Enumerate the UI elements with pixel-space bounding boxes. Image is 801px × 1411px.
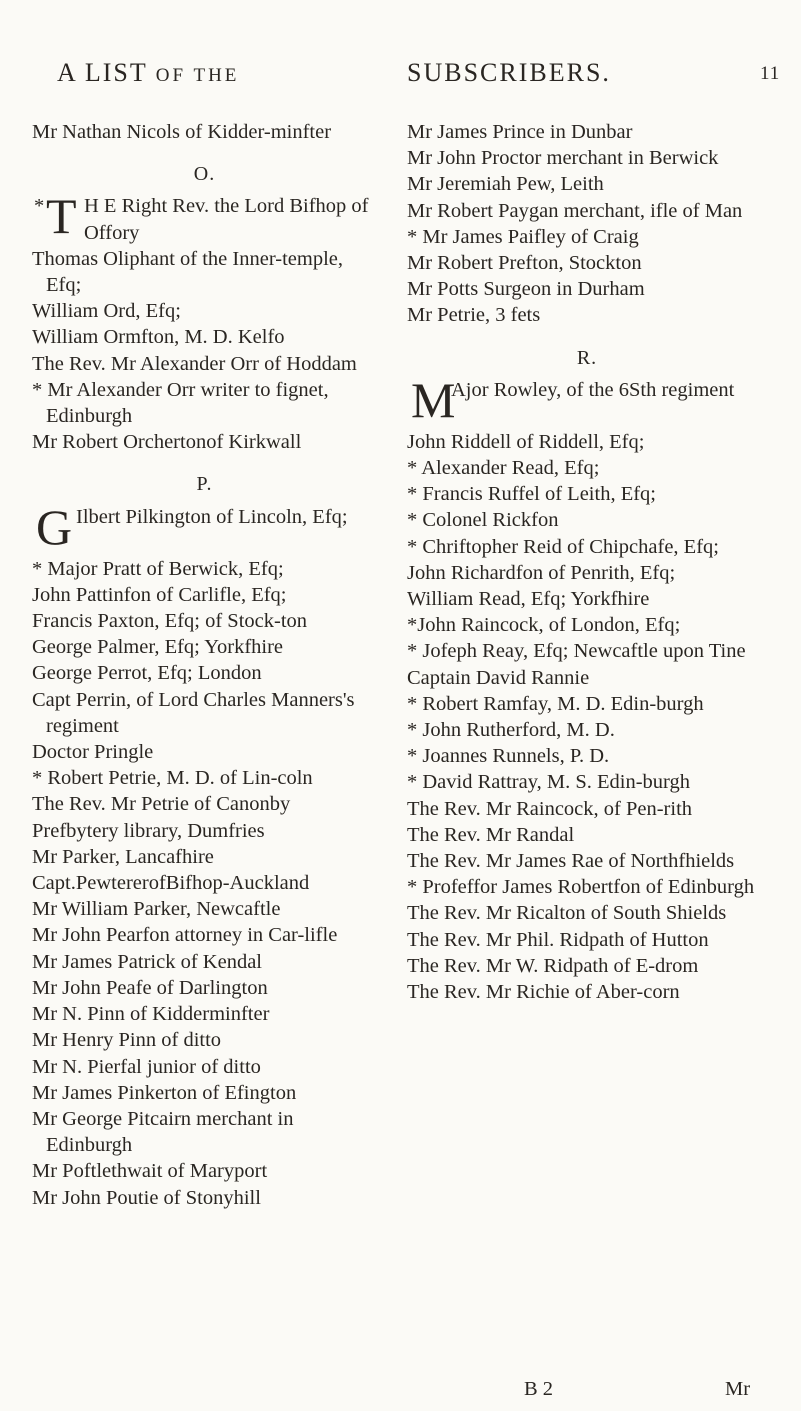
section-o-entries: [32, 246, 377, 456]
subscriber-entry: William Ormfton, M. D. Kelfo: [32, 326, 285, 349]
subscriber-entry: * Robert Petrie, M. D. of Lin-coln: [32, 767, 313, 790]
asterisk-mark: *: [34, 195, 45, 218]
subscriber-entry: * Jofeph Reay, Efq; Newcaftle upon Tine: [407, 640, 746, 663]
subscriber-entry: The Rev. Mr Randal: [407, 823, 575, 846]
lead-text-r: Ajor Rowley, of the 6Sth regiment: [451, 378, 735, 401]
subscriber-entry: Mr John Pearfon attorney in Car-lifle: [32, 924, 338, 947]
header-left: [57, 58, 239, 88]
subscriber-entry: * Mr Alexander Orr writer to fignet, Edinburgh: [32, 378, 329, 428]
lead-entry-p: [32, 498, 377, 556]
subscriber-entry: Mr Parker, Lancafhire: [32, 845, 214, 868]
section-heading-r: R.: [576, 346, 598, 369]
subscriber-entry: * Alexander Read, Efq;: [407, 457, 600, 480]
subscriber-entry: * Joannes Runnels, P. D.: [407, 745, 610, 768]
subscriber-entry: * Mr James Paifley of Craig: [407, 225, 639, 248]
lead-text-p: Ilbert Pilkington of Lincoln, Efq;: [76, 505, 348, 528]
subscriber-entry: Mr John Peafe of Darlington: [32, 976, 268, 999]
subscriber-entry: William Ord, Efq;: [32, 300, 181, 323]
subscriber-entry: Mr John Poutie of Stonyhill: [32, 1186, 261, 1209]
subscriber-entry: Mr James Patrick of Kendal: [32, 950, 262, 973]
subscriber-entry: The Rev. Mr Petrie of Canonby: [32, 793, 291, 816]
subscriber-entry: The Rev. Mr Ricalton of South Shields: [407, 902, 727, 925]
subscriber-entry: * Colonel Rickfon: [407, 509, 559, 532]
subscriber-entry: Mr N. Pierfal junior of ditto: [32, 1055, 261, 1078]
subscriber-entry: Mr George Pitcairn merchant in Edinburgh: [32, 1107, 294, 1157]
subscriber-entry: The Rev. Mr Phil. Ridpath of Hutton: [407, 928, 709, 951]
subscriber-entry: John Riddell of Riddell, Efq;: [407, 430, 645, 453]
right-top-entries: [407, 119, 767, 329]
subscriber-entry: The Rev. Mr Alexander Orr of Hoddam: [32, 352, 357, 375]
subscriber-entry: The Rev. Mr Richie of Aber-corn: [407, 981, 680, 1004]
subscriber-entry: Francis Paxton, Efq; of Stock-ton: [32, 610, 308, 633]
subscriber-entry: Capt Perrin, of Lord Charles Manners's regiment: [32, 688, 355, 737]
subscriber-entry: Mr James Pinkerton of Efington: [32, 1081, 297, 1104]
subscriber-entry: The Rev. Mr Raincock, of Pen-rith: [407, 797, 693, 820]
drop-cap-m: M: [411, 371, 456, 428]
subscriber-entry: Mr William Parker, Newcaftle: [32, 898, 281, 921]
drop-cap-t: T: [46, 188, 77, 245]
subscriber-entry: * John Rutherford, M. D.: [407, 719, 615, 742]
subscriber-entry: Mr Robert Prefton, Stockton: [407, 252, 642, 275]
subscriber-entry: George Palmer, Efq; Yorkfhire: [32, 636, 284, 659]
drop-cap-g: G: [36, 498, 73, 555]
lead-entry-r: [407, 371, 767, 429]
subscriber-entry: Mr Petrie, 3 fets: [407, 304, 541, 327]
subscriber-entry: William Read, Efq; Yorkfhire: [407, 588, 650, 611]
subscriber-entry: * David Rattray, M. S. Edin-burgh: [407, 771, 690, 794]
page-number: 11: [760, 63, 781, 84]
section-heading-o: O.: [193, 163, 216, 186]
signature-mark: B 2: [524, 1378, 554, 1400]
subscriber-entry: Mr James Prince in Dunbar: [407, 121, 633, 143]
subscriber-entry: The Rev. Mr W. Ridpath of E-drom: [407, 954, 699, 977]
subscriber-entry: Mr Potts Surgeon in Durham: [407, 278, 645, 301]
subscriber-entry: Mr Robert Paygan merchant, ifle of Man: [407, 199, 743, 222]
right-column: [407, 119, 767, 1005]
subscriber-entry: * Chriftopher Reid of Chipchafe, Efq;: [407, 535, 719, 558]
subscriber-entry: Mr Jeremiah Pew, Leith: [407, 173, 604, 196]
subscriber-entry: Capt.PewtererofBifhop-Auckland: [32, 872, 310, 895]
subscriber-entry: *John Raincock, of London, Efq;: [407, 614, 681, 637]
subscriber-entry: * Francis Ruffel of Leith, Efq;: [407, 483, 656, 506]
subscriber-entry: * Robert Ramfay, M. D. Edin-burgh: [407, 692, 704, 715]
lead-entry-o: [32, 188, 377, 245]
subscriber-entry: * Major Pratt of Berwick, Efq;: [32, 557, 284, 580]
subscriber-entry: John Pattinfon of Carlifle, Efq;: [32, 583, 287, 606]
subscriber-entry: Mr Henry Pinn of ditto: [32, 1029, 222, 1052]
subscriber-entry: Mr John Proctor merchant in Berwick: [407, 147, 719, 170]
subscriber-entry: Mr Robert Orchertonof Kirkwall: [32, 431, 302, 454]
subscriber-entry: Thomas Oliphant of the Inner-temple, Efq;: [32, 247, 343, 297]
left-top-entries: [32, 119, 377, 145]
subscriber-entry: George Perrot, Efq; London: [32, 662, 262, 685]
left-column: [32, 119, 377, 1211]
subscriber-entry: * Profeffor James Robertfon of Edinburgh: [407, 876, 755, 899]
subscriber-entry: Prefbytery library, Dumfries: [32, 819, 265, 842]
subscriber-entry: The Rev. Mr James Rae of Northfhields: [407, 850, 735, 873]
section-r-entries: [407, 429, 767, 1005]
subscriber-entry: Mr Poftlethwait of Maryport: [32, 1160, 268, 1183]
header-title-a-list: A LIST: [57, 58, 148, 87]
catchword: Mr: [725, 1378, 751, 1400]
subscriber-entry: John Richardfon of Penrith, Efq;: [407, 561, 676, 584]
lead-text-o: H E Right Rev. the Lord Bifhop of Offory: [84, 195, 369, 244]
subscriber-entry: Captain David Rannie: [407, 666, 590, 689]
section-heading-p: P.: [196, 473, 213, 496]
header-title-subscribers: SUBSCRIBERS.: [407, 58, 611, 87]
subscriber-entry: Doctor Pringle: [32, 741, 154, 764]
subscriber-entry: Mr N. Pinn of Kidderminfter: [32, 1003, 270, 1026]
subscriber-entry: Mr Nathan Nicols of Kidder-minfter: [32, 121, 332, 143]
section-p-entries: [32, 556, 377, 1211]
header-title-of-the: OF THE: [155, 65, 240, 86]
